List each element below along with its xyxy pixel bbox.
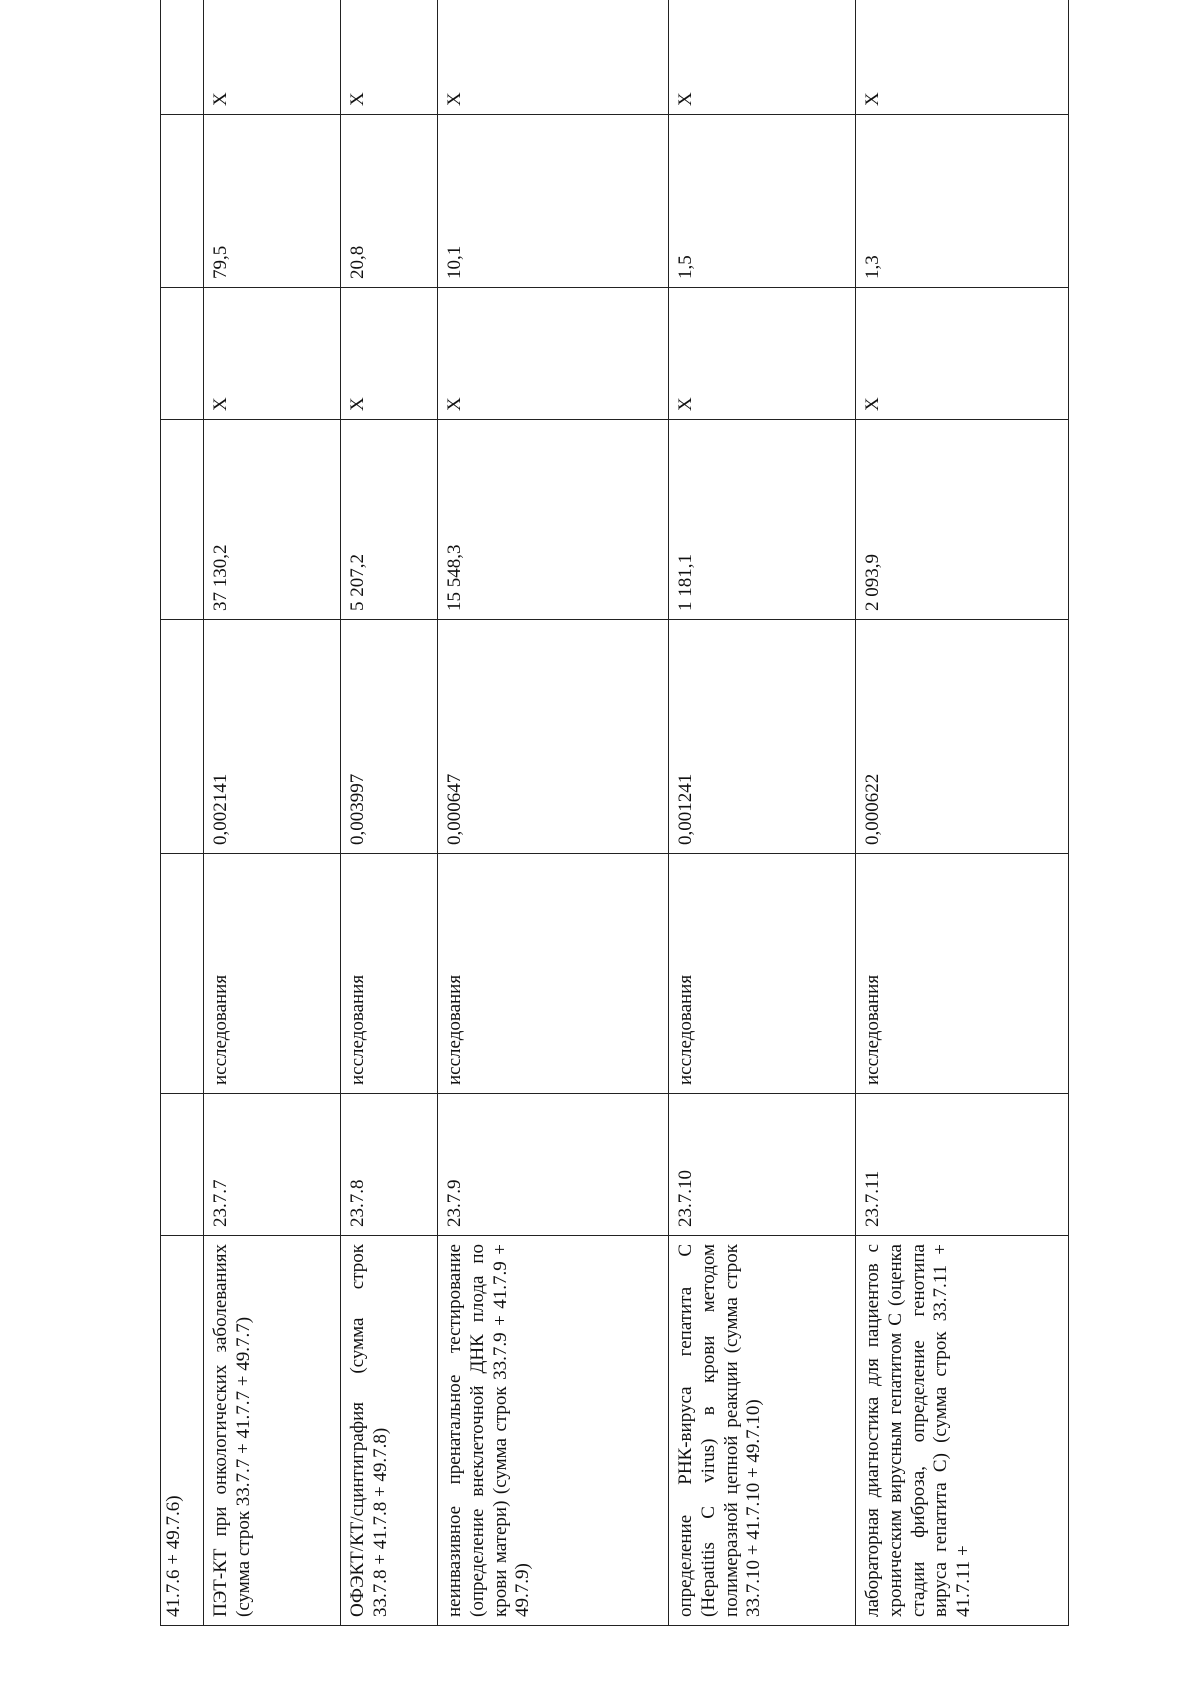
row-value: 79,5	[204, 115, 341, 288]
row-code: 23.7.11	[856, 1094, 1069, 1236]
empty-cell	[161, 620, 204, 854]
row-norm: 0,001241	[669, 620, 856, 854]
row-value: X	[856, 288, 1069, 420]
table-row	[204, 0, 341, 1626]
table-row	[856, 0, 1069, 1626]
row-norm: 0,002141	[204, 620, 341, 854]
table-row	[669, 0, 856, 1626]
table-row	[438, 0, 669, 1626]
row-unit: исследования	[204, 854, 341, 1094]
row-value: X	[438, 288, 669, 420]
row-value: 1,3	[856, 115, 1069, 288]
row-cost: 1 181,1	[669, 420, 856, 620]
empty-cell	[161, 115, 204, 288]
empty-cell	[161, 288, 204, 420]
row-value: 1,5	[669, 115, 856, 288]
budget-table	[160, 0, 1069, 1626]
row-norm: 0,003997	[341, 620, 438, 854]
row-label: определение РНК-вируса гепатита С (Hepatitis C virus) в крови методом полимеразной цепной реакции (сумма строк 33.7.10 + 41.7.10 + 49.7.10)	[669, 1236, 856, 1626]
row-label: 41.7.6 + 49.7.6)	[161, 1236, 204, 1626]
row-value: X	[669, 0, 856, 115]
row-value: X	[204, 288, 341, 420]
row-value: 10,1	[438, 115, 669, 288]
row-code: 23.7.10	[669, 1094, 856, 1236]
rotated-table-page	[160, 92, 1066, 1626]
row-label: ПЭТ-КТ при онкологических заболеваниях (сумма строк 33.7.7 + 41.7.7 + 49.7.7)	[204, 1236, 341, 1626]
empty-cell	[161, 0, 204, 115]
row-value: X	[341, 288, 438, 420]
row-value: X	[204, 0, 341, 115]
row-cost: 2 093,9	[856, 420, 1069, 620]
row-label: лабораторная диагностика для пациентов с хроническим вирусным гепатитом С (оценка стадии фиброза, определение генотипа вируса гепатита С) (сумма строк 33.7.11 + 41.7.11 +	[856, 1236, 1069, 1626]
row-norm: 0,000647	[438, 620, 669, 854]
row-code: 23.7.7	[204, 1094, 341, 1236]
row-code: 23.7.9	[438, 1094, 669, 1236]
row-unit: исследования	[341, 854, 438, 1094]
row-value: X	[438, 0, 669, 115]
row-code: 23.7.8	[341, 1094, 438, 1236]
row-unit: исследования	[438, 854, 669, 1094]
table-row	[161, 0, 204, 1626]
row-value: X	[669, 288, 856, 420]
row-label: неинвазивное пренатальное тестирование (определение внеклеточной ДНК плода по крови матери) (сумма строк 33.7.9 + 41.7.9 + 49.7.9)	[438, 1236, 669, 1626]
row-label: ОФЭКТ/КТ/сцинтиграфия (сумма строк 33.7.8 + 41.7.8 + 49.7.8)	[341, 1236, 438, 1626]
row-cost: 5 207,2	[341, 420, 438, 620]
row-value: 20,8	[341, 115, 438, 288]
table-row	[341, 0, 438, 1626]
empty-cell	[161, 1094, 204, 1236]
row-value: X	[341, 0, 438, 115]
row-unit: исследования	[856, 854, 1069, 1094]
row-cost: 15 548,3	[438, 420, 669, 620]
empty-cell	[161, 420, 204, 620]
row-unit: исследования	[669, 854, 856, 1094]
row-cost: 37 130,2	[204, 420, 341, 620]
row-value: X	[856, 0, 1069, 115]
row-norm: 0,000622	[856, 620, 1069, 854]
empty-cell	[161, 854, 204, 1094]
